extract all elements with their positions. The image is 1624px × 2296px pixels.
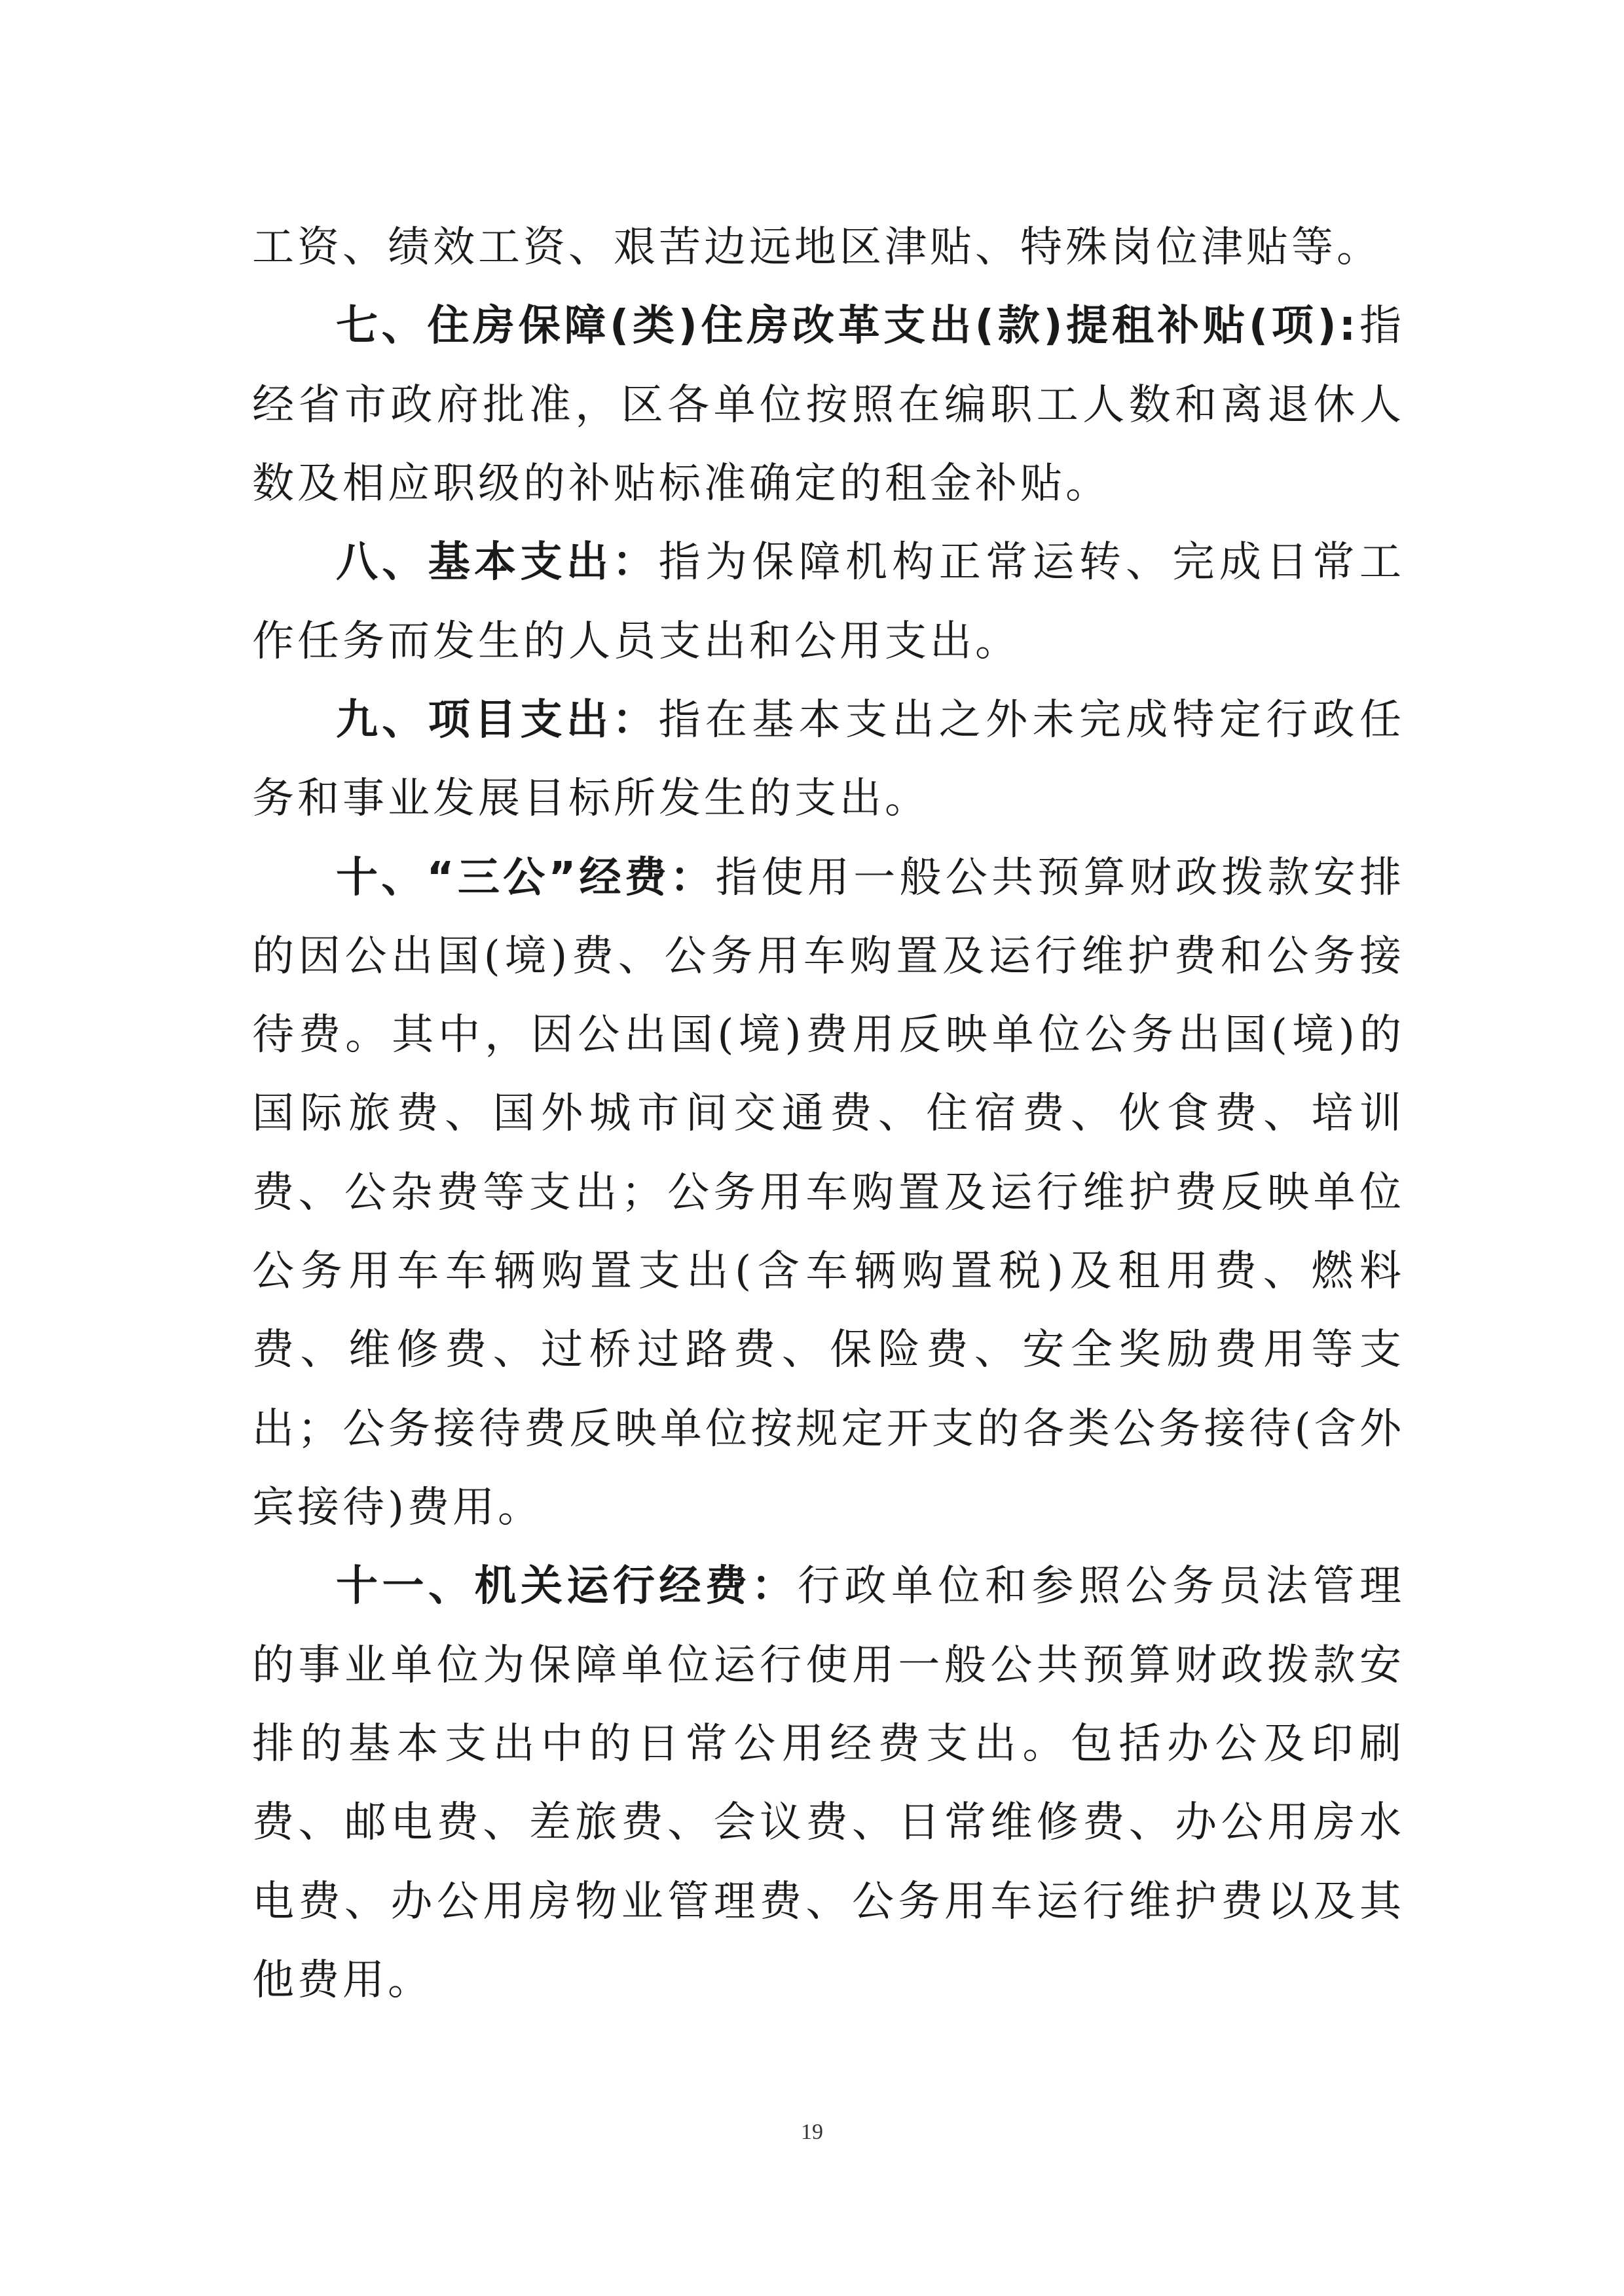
paragraph-text: 行政单位和参照公务员法管理的事业单位为保障单位运行使用一般公共预算财政拨款安排的基本支出中的日常公用经费支出。包括办公及印刷费、邮电费、差旅费、会议费、日常维修费、办公用房水电费、办公用房物业管理费、公务用车运行维护费以及其他费用。 xyxy=(252,1562,1405,2005)
paragraph-three-public-expenses xyxy=(252,839,1405,1548)
paragraph-agency-operating-expenses xyxy=(252,1547,1405,2020)
paragraph-text: 指经省市政府批准，区各单位按照在编职工人数和离退休人数及相应职级的补贴标准确定的租金补贴。 xyxy=(252,302,1405,508)
paragraph-text: 工资、绩效工资、艰苦边远地区津贴、特殊岗位津贴等。 xyxy=(252,223,1382,272)
paragraph-text: 指在基本支出之外未完成特定行政任务和事业发展目标所发生的支出。 xyxy=(252,695,1405,824)
paragraph-text: 指为保障机构正常运转、完成日常工作任务而发生的人员支出和公用支出。 xyxy=(252,538,1405,666)
paragraph-heading: 八、基本支出： xyxy=(336,538,659,587)
paragraph-heading: 九、项目支出： xyxy=(336,695,659,744)
paragraph-heading: 十、“三公”经费： xyxy=(336,853,716,902)
paragraph-housing-subsidy xyxy=(252,287,1405,523)
paragraph-project-expenditure xyxy=(252,681,1405,839)
page-number: 19 xyxy=(801,2120,823,2144)
paragraph-heading: 十一、机关运行经费： xyxy=(336,1562,798,1611)
paragraph-text: 指使用一般公共预算财政拨款安排的因公出国(境)费、公务用车购置及运行维护费和公务接待费。其中，因公出国(境)费用反映单位公务出国(境)的国际旅费、国外城市间交通费、住宿费、伙食费、培训费、公杂费等支出；公务用车购置及运行维护费反映单位公务用车车辆购置支出(含车辆购置税)及租用费、燃料费、维修费、过桥过路费、保险费、安全奖励费用等支出；公务接待费反映单位按规定开支的各类公务接待(含外宾接待)费用。 xyxy=(252,853,1405,1532)
paragraph-heading: 七、住房保障(类)住房改革支出(款)提租补贴(项): xyxy=(336,302,1359,351)
paragraph-basic-expenditure xyxy=(252,523,1405,681)
paragraph-continued xyxy=(252,208,1405,287)
body-text xyxy=(252,208,1405,2020)
